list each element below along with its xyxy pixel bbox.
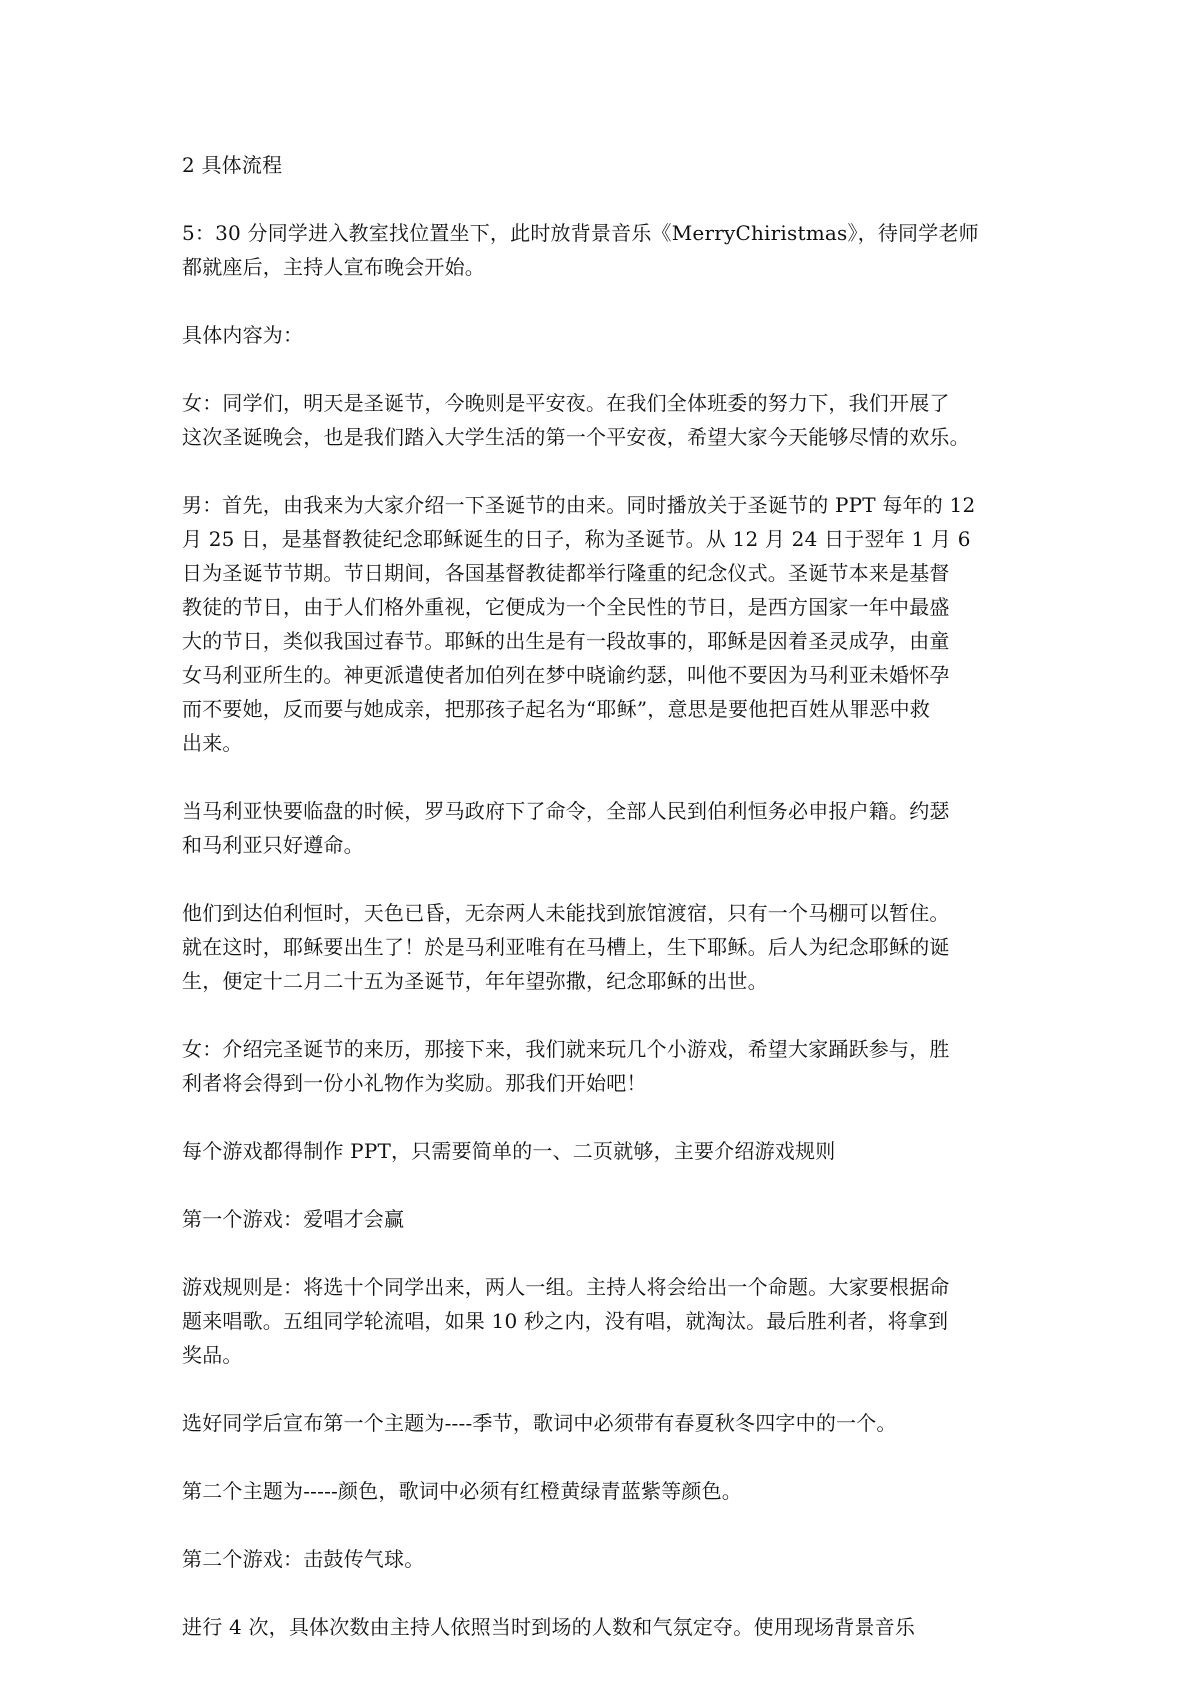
paragraph — [182, 1032, 1030, 1100]
text-line: 而不要她，反而要与她成亲，把那孩子起名为“耶稣”，意思是要他把百姓从罪恶中救 — [182, 697, 931, 721]
paragraph — [182, 1474, 1030, 1508]
text-line: 奖品。 — [182, 1343, 243, 1367]
text-line: 女：介绍完圣诞节的来历，那接下来，我们就来玩几个小游戏，希望大家踊跃参与，胜 — [182, 1037, 950, 1061]
paragraph — [182, 148, 1030, 182]
paragraph — [182, 1610, 1030, 1644]
paragraph — [182, 488, 1030, 760]
paragraph — [182, 896, 1030, 998]
text-line: 男：首先，由我来为大家介绍一下圣诞节的由来。同时播放关于圣诞节的 PPT 每年的 12 — [182, 493, 976, 517]
text-line: 进行 4 次，具体次数由主持人依照当时到场的人数和气氛定夺。使用现场背景音乐 — [182, 1615, 916, 1639]
text-line: 出来。 — [182, 731, 243, 755]
text-line: 女：同学们，明天是圣诞节，今晚则是平安夜。在我们全体班委的努力下，我们开展了 — [182, 391, 950, 415]
paragraph — [182, 1202, 1030, 1236]
document-body — [182, 148, 1030, 1678]
text-line: 大的节日，类似我国过春节。耶稣的出生是有一段故事的，耶稣是因着圣灵成孕，由童 — [182, 629, 950, 653]
paragraph — [182, 216, 1030, 284]
paragraph — [182, 794, 1030, 862]
text-line: 就在这时，耶稣要出生了！於是马利亚唯有在马槽上，生下耶稣。后人为纪念耶稣的诞 — [182, 935, 950, 959]
text-line: 具体内容为： — [182, 323, 304, 347]
text-line: 每个游戏都得制作 PPT，只需要简单的一、二页就够，主要介绍游戏规则 — [182, 1139, 836, 1163]
text-line: 这次圣诞晚会，也是我们踏入大学生活的第一个平安夜，希望大家今天能够尽情的欢乐。 — [182, 425, 970, 449]
text-line: 利者将会得到一份小礼物作为奖励。那我们开始吧！ — [182, 1071, 647, 1095]
text-line: 题来唱歌。五组同学轮流唱，如果 10 秒之内，没有唱，就淘汰。最后胜利者，将拿到 — [182, 1309, 949, 1333]
text-line: 和马利亚只好遵命。 — [182, 833, 364, 857]
text-line: 选好同学后宣布第一个主题为----季节，歌词中必须带有春夏秋冬四字中的一个。 — [182, 1411, 897, 1435]
paragraph — [182, 1134, 1030, 1168]
text-line: 生，便定十二月二十五为圣诞节，年年望弥撒，纪念耶稣的出世。 — [182, 969, 768, 993]
text-line: 2 具体流程 — [182, 153, 283, 177]
paragraph — [182, 386, 1030, 454]
text-line: 日为圣诞节节期。节日期间，各国基督教徒都举行隆重的纪念仪式。圣诞节本来是基督 — [182, 561, 950, 585]
text-line: 5：30 分同学进入教室找位置坐下，此时放背景音乐《MerryChiristmas》，待同学老师 — [182, 221, 979, 245]
paragraph — [182, 1542, 1030, 1576]
paragraph — [182, 1270, 1030, 1372]
text-line: 月 25 日，是基督教徒纪念耶稣诞生的日子，称为圣诞节。从 12 月 24 日于翌年 1 月 6 — [182, 527, 971, 551]
text-line: 女马利亚所生的。神更派遣使者加伯列在梦中晓谕约瑟，叫他不要因为马利亚未婚怀孕 — [182, 663, 950, 687]
text-line: 他们到达伯利恒时，天色已昏，无奈两人未能找到旅馆渡宿，只有一个马棚可以暂住。 — [182, 901, 950, 925]
text-line: 都就座后，主持人宣布晚会开始。 — [182, 255, 485, 279]
text-line: 当马利亚快要临盘的时候，罗马政府下了命令，全部人民到伯利恒务必申报户籍。约瑟 — [182, 799, 950, 823]
paragraph — [182, 1406, 1030, 1440]
text-line: 第二个游戏：击鼓传气球。 — [182, 1547, 425, 1571]
text-line: 第一个游戏：爱唱才会赢 — [182, 1207, 405, 1231]
text-line: 第二个主题为-----颜色，歌词中必须有红橙黄绿青蓝紫等颜色。 — [182, 1479, 742, 1503]
paragraph — [182, 318, 1030, 352]
text-line: 教徒的节日，由于人们格外重视，它便成为一个全民性的节日，是西方国家一年中最盛 — [182, 595, 950, 619]
text-line: 游戏规则是：将选十个同学出来，两人一组。主持人将会给出一个命题。大家要根据命 — [182, 1275, 950, 1299]
